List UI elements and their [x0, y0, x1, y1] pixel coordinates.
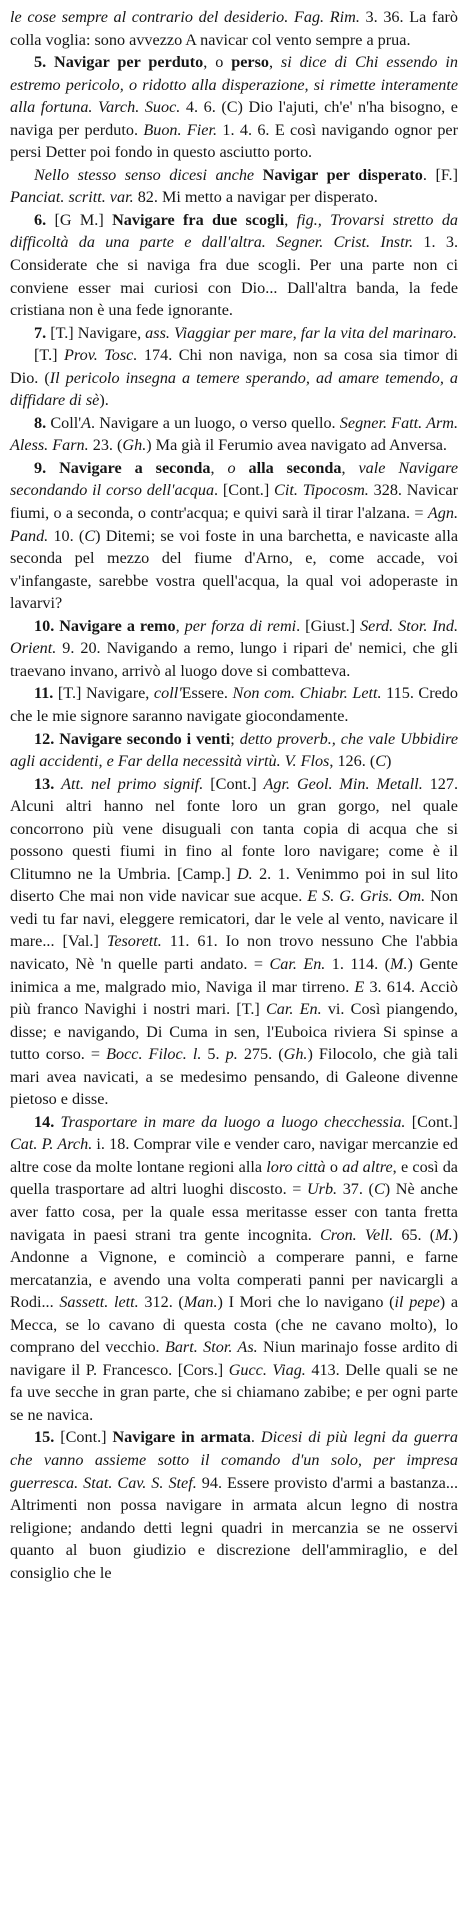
headword-run: 12. Navigare secondo i venti — [34, 729, 231, 748]
italic-run: Panciat. scritt. var. — [10, 188, 134, 207]
headword-run: 14. — [34, 1112, 61, 1131]
text-run: 9. 20. Navigando a remo, lungo i ripari de' nemici, che gli traevano invano, arrivò al luogo dove si combatteva. — [10, 639, 458, 680]
italic-run: Trasportare in mare da luogo a luogo checchessia. — [60, 1112, 406, 1131]
text-run: 174. Chi non naviga, non sa cosa sia timor di Dio. ( — [10, 346, 458, 387]
text-run: ) I Mori che lo navigano ( — [217, 1293, 395, 1312]
italic-run: E S. G. Gris. Om. — [307, 887, 426, 906]
italic-run: D. — [236, 864, 253, 883]
italic-run: Agn. Pand. — [10, 504, 458, 545]
text-run: 82. Mi metto a navigar per disperato. — [133, 188, 378, 207]
text-run: ). — [99, 391, 109, 410]
dictionary-paragraph — [10, 344, 458, 412]
italic-run: C — [84, 526, 96, 545]
text-run: 2. 1. Venimmo poi in sul lito diserto Che mai non vide navicar sue acque. — [10, 864, 458, 906]
text-run: 3. 36. La farò colla voglia: sono avvezzo A navicar col vento sempre a prua. — [10, 8, 458, 49]
text-run: ) — [386, 752, 392, 771]
dictionary-paragraph — [10, 1111, 458, 1427]
headword-run: 9. Navigare a seconda — [34, 458, 211, 477]
text-run: 5. — [201, 1045, 226, 1064]
text-run: Niun marinajo fosse ardito di navigare il P. Francesco. [Cors.] — [10, 1338, 458, 1379]
italic-run: M. — [435, 1225, 453, 1244]
italic-run: per forza di remi — [184, 616, 297, 635]
italic-run: Cat. P. Arch. — [10, 1135, 93, 1154]
italic-run: C — [373, 1180, 385, 1199]
text-run: ; — [230, 729, 240, 748]
text-run: , 126. ( — [329, 752, 376, 771]
italic-run: o — [227, 458, 236, 477]
text-run: [G M.] — [54, 210, 113, 229]
italic-run: Bart. Stor. As. — [164, 1338, 258, 1357]
text-run: 3. 614. Acciò più franco Navighi i nostri mari. [T.] — [10, 977, 459, 1019]
headword-run: 15. — [34, 1428, 61, 1447]
text-run: 275. ( — [237, 1045, 284, 1064]
text-run: ) Nè anche aver fatto cosa, per la quale essa meritasse esser con tanta fretta navigata in paesi strani tra gente incognita. — [10, 1180, 458, 1244]
headword-run: 6. — [34, 210, 55, 229]
italic-run: Man. — [183, 1293, 218, 1312]
dictionary-paragraph — [10, 457, 458, 615]
italic-run: Serd. Stor. Ind. Orient. — [10, 616, 459, 658]
text-run: 94. Essere provisto d'armi a bastanza... Altrimenti non possa navigare in armata alcun legno di nostra religione; andando detti legni quadri in mercanzia se ne osservi quanto al buon giudizio e discrezione dell'ammiraglio, e del consiglio che le — [10, 1473, 458, 1582]
italic-run: A — [81, 413, 92, 432]
text-run: , e così da quella trasportare ad altri luoghi discosto. = — [10, 1157, 458, 1199]
text-run: , — [284, 210, 297, 229]
text-run: . [Cont.] — [214, 481, 275, 500]
headword-run: 13. — [34, 774, 62, 793]
text-run: 1. 3. Considerate che si naviga fra due scogli. Per una parte non ci conviene esser mai curiosi con Dio... Dall'altra banda, la fede cristiana non è una fede ignorante. — [10, 233, 458, 320]
dictionary-paragraph — [10, 1426, 458, 1584]
italic-run: Car. En. — [266, 1000, 322, 1019]
text-run: [Cont.] — [60, 1428, 113, 1447]
text-run: 115. Credo che le mie signore saranno navigate giocondamente. — [10, 684, 458, 725]
italic-run: le cose sempre al contrario del desiderio. Fag. Rim. — [10, 8, 360, 26]
text-run: vi. Così piangendo, disse; e navigando, Di Cuma in sen, l'Euboica riviera Si spinse a tutto corso. = — [10, 1000, 458, 1064]
text-run: 127. Alcuni altri hanno nel fonte loro un gran gorgo, nel quale concorrono più vene disuguali con tanta copia di acqua che si possono questi fiumi in fino al fonte loro navigare; come è il Clitumno ne la Umbria. [Camp.] — [10, 774, 459, 883]
text-run: 413. Delle quali se ne fa uve secche in gran parte, che si chiamano zabibe; e per ogni parte se ne navica. — [10, 1360, 458, 1424]
italic-run: Cit. Tipocosm. — [274, 481, 369, 500]
headword-run: Navigare fra due scogli — [112, 210, 285, 229]
italic-run: vale Navigare secondando il corso dell'acqua — [10, 458, 459, 500]
dictionary-paragraph — [10, 412, 458, 457]
text-run: Essere. — [181, 684, 233, 703]
dictionary-paragraph — [10, 209, 458, 322]
italic-run: Il pericolo insegna a temere sperando, ad amare temendo, a diffidare di sè — [10, 368, 459, 410]
italic-run: ad altre — [342, 1157, 393, 1176]
text-run: 10. ( — [48, 526, 85, 545]
headword-run: 11. — [34, 684, 58, 703]
text-run: o — [325, 1157, 343, 1176]
italic-run: Non com. Chiabr. Lett. — [232, 684, 382, 703]
italic-run: fig., Trovarsi stretto da difficoltà da una parte e dall'altra. Segner. Crist. Instr. — [10, 210, 459, 252]
dictionary-paragraph — [10, 773, 458, 1111]
italic-run: p. — [225, 1045, 238, 1064]
text-run: Non vedi tu far navi, eleggere remicatori, dar le vele al vento, navicare il mare... [Val.] — [10, 887, 458, 951]
italic-run: si dice di Chi essendo in estremo pericolo, o ridotto alla disperazione, si rimette interamente alla fortuna. Varch. Suoc. — [10, 53, 459, 117]
headword-run: perso — [231, 53, 269, 72]
italic-run: Att. nel primo signif. — [61, 774, 204, 793]
italic-run: il pepe — [394, 1293, 440, 1312]
dictionary-paragraph — [10, 6, 458, 51]
text-run: , o — [203, 53, 232, 72]
headword-run: alla seconda — [235, 458, 342, 477]
italic-run: Sassett. lett. — [59, 1293, 139, 1312]
italic-run: Dicesi di più legni da guerra che vanno assieme sotto il comando d'un solo, per impresa guerresca. Stat. Cav. S. Stef. — [10, 1428, 459, 1492]
dictionary-paragraph — [10, 164, 458, 209]
text-run: 312. ( — [138, 1293, 184, 1312]
text-run: , — [268, 53, 281, 72]
headword-run: Navigar per disperato — [254, 165, 423, 184]
text-run: [Cont.] — [405, 1112, 459, 1131]
text-run: Coll' — [50, 413, 82, 432]
dictionary-paragraph — [10, 728, 458, 773]
dictionary-paragraph — [10, 615, 458, 683]
text-run: 11. 61. Io non trovo nessuno Che l'abbia navicato, Nè 'n quelle parti andato. = — [10, 932, 458, 973]
italic-run: C — [375, 752, 387, 771]
text-run: [T.] Navigare, — [50, 323, 146, 342]
italic-run: Segner. Fatt. Arm. Aless. Farn. — [10, 413, 459, 455]
dictionary-paragraph — [10, 682, 458, 727]
text-run: . — [250, 1428, 261, 1447]
text-run: 65. ( — [393, 1225, 436, 1244]
text-run: ) a Mecca, se lo cavano di questa costa (che ne cavano molto), lo comprano del vecchio. — [10, 1293, 459, 1357]
headword-run: Navigare in armata — [112, 1428, 251, 1447]
text-run: , — [175, 616, 185, 635]
italic-run: Urb. — [306, 1180, 338, 1199]
text-run: [T.] Navigare, — [57, 684, 154, 703]
text-run: ) Andonne a Vignone, e cominciò a comperare panni, e farne mercatanzia, e avendo una volta comperati panni per navicargli a Rodi... — [10, 1225, 458, 1312]
text-run: . [Giust.] — [296, 616, 361, 635]
text-run: [Cont.] — [203, 774, 264, 793]
text-run: 37. ( — [337, 1180, 374, 1199]
text-run: . [F.] — [422, 165, 458, 184]
text-run: 4. 6. (C) Dio l'ajuti, ch'e' n'ha bisogno, e naviga per perduto. — [10, 98, 458, 139]
text-run: 328. Navicar fiumi, o a seconda, o contr'acqua; e quivi sarà il tirar l'alzana. = — [10, 481, 458, 523]
headword-run: 5. Navigar per perduto — [34, 53, 204, 72]
italic-run: Tesorett. — [106, 932, 162, 951]
italic-run: Gh. — [283, 1045, 308, 1064]
text-run: , — [341, 458, 359, 477]
italic-run: Buon. Fier. — [143, 120, 218, 139]
italic-run: Gh. — [122, 436, 147, 455]
italic-run: Car. En. — [269, 954, 326, 973]
text-run: ) Gente inimica a me, malgrado mio, Naviga il mar tirreno. — [10, 954, 458, 996]
text-run: , — [210, 458, 228, 477]
text-run: [T.] — [34, 346, 65, 365]
text-run: 1. 114. ( — [325, 954, 390, 973]
italic-run: M. — [389, 954, 408, 973]
dictionary-paragraph — [10, 51, 458, 164]
italic-run: Cron. Vell. — [320, 1225, 394, 1244]
text-run: 1. 4. 6. E così navigando ognor per persi Detter poi fondo in questo asciutto porto. — [10, 120, 459, 162]
italic-run: ass. Viaggiar per mare, far la vita del marinaro. — [145, 323, 458, 342]
text-run: ) Filocolo, che già tali mari avea navicati, a se medesimo pensando, di Galeone divenne pietoso e disse. — [10, 1045, 459, 1109]
headword-run: 8. — [34, 413, 51, 432]
headword-run: 7. — [34, 323, 51, 342]
text-run: . Navigare a un luogo, o verso quello. — [91, 413, 340, 432]
dictionary-paragraph — [10, 322, 458, 345]
italic-run: coll' — [153, 684, 182, 703]
text-run: ) Ditemi; se voi foste in una barchetta, e navicaste alla seconda pel mezzo del fiume d'Arno, e, come accade, voi v'infangaste, sarebbe vostra quell'acqua, la qual voi adoperaste in lavarvi? — [10, 526, 459, 613]
italic-run: Bocc. Filoc. l. — [106, 1045, 202, 1064]
italic-run: Gucc. Viag. — [228, 1360, 306, 1379]
text-run: i. 18. Comprar vile e vender caro, navigar mercanzie ed altre cose da molte lontane regioni alla — [10, 1135, 458, 1176]
text-run: ) Ma già il Ferumio avea navigato ad Anversa. — [146, 436, 447, 455]
italic-run: E — [354, 977, 365, 996]
italic-run: loro città — [266, 1157, 326, 1176]
text-run: 23. ( — [88, 436, 123, 455]
italic-run: detto proverb., che vale Ubbidire agli accidenti, e Far della necessità virtù. V. Flos — [10, 729, 459, 771]
headword-run: 10. Navigare a remo — [34, 616, 176, 635]
italic-run: Prov. Tosc. — [64, 346, 138, 365]
italic-run: Agr. Geol. Min. Metall. — [263, 774, 423, 793]
italic-run: Nello stesso senso dicesi anche — [34, 165, 255, 184]
